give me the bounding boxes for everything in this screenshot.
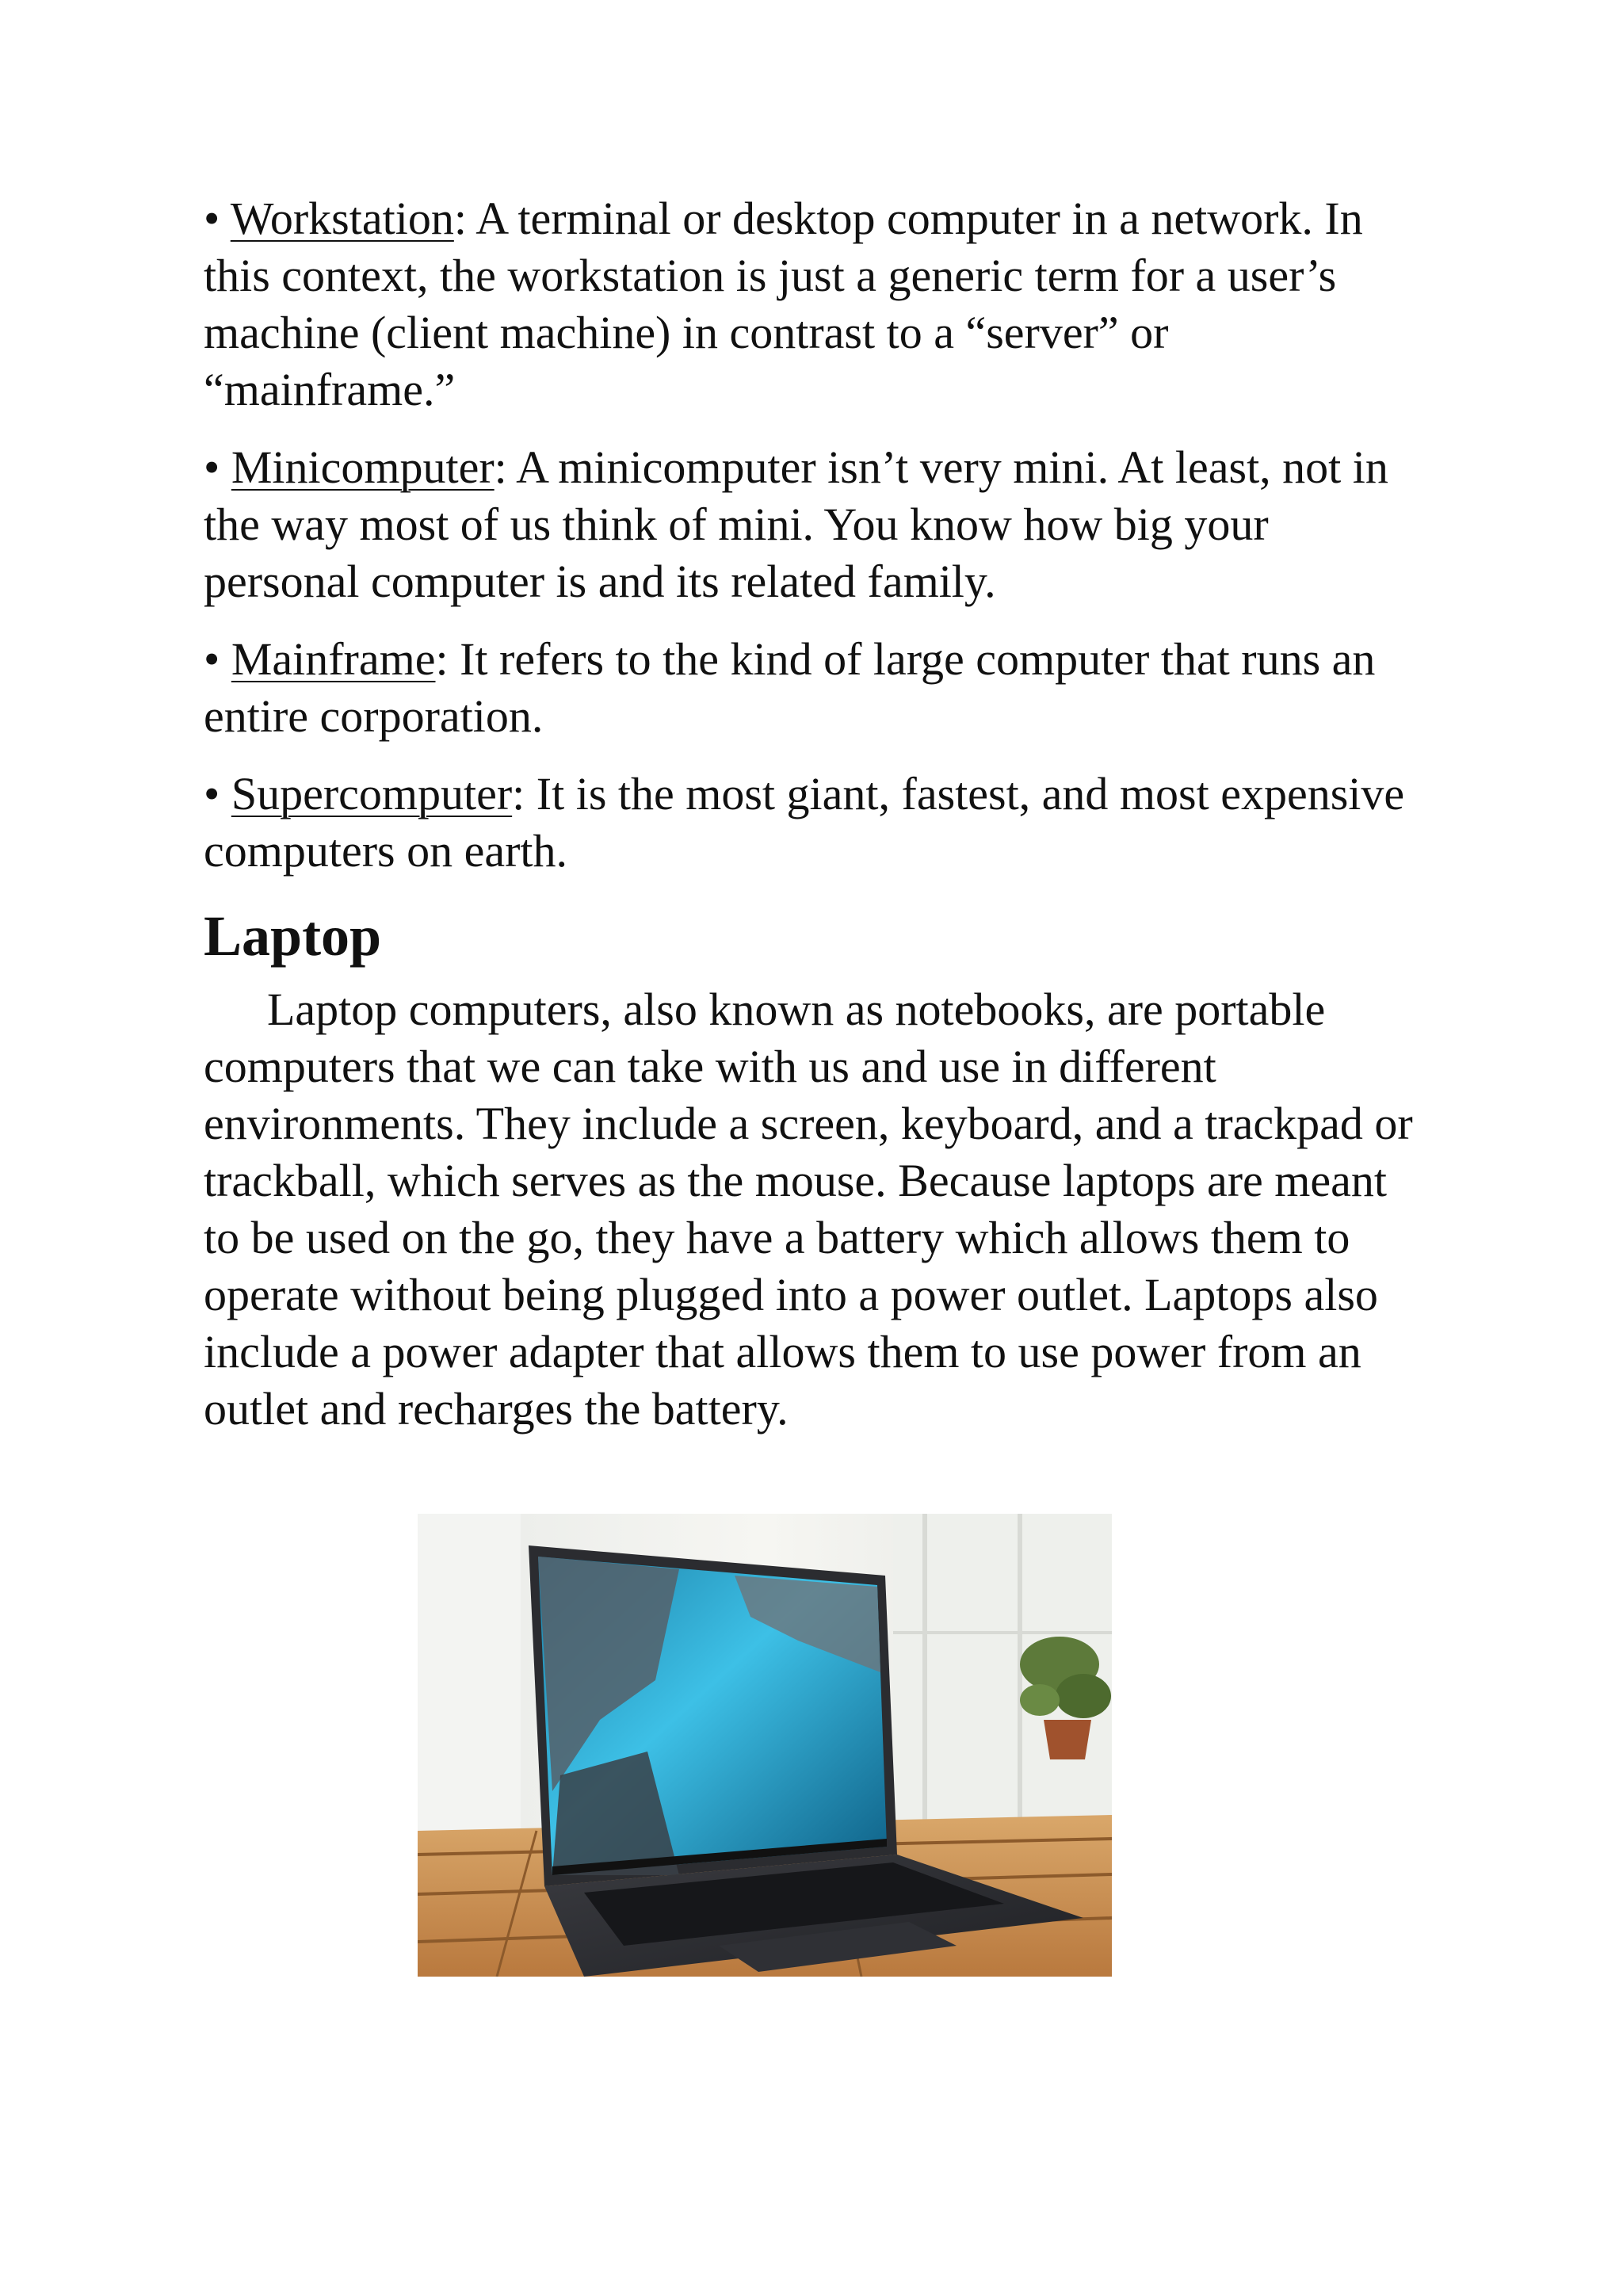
definition-minicomputer: : A minicomputer isn’t very mini. At least, not in the way most of us think of mini. You know how big your personal computer is and its related family. (204, 441, 1388, 607)
term-workstation: Workstation (230, 193, 454, 244)
bullet-marker: • (204, 768, 220, 819)
bullet-marker: • (204, 633, 220, 685)
definition-workstation: : A terminal or desktop computer in a network. In this context, the workstation is just a generic term for a user’s machine (client machine) in contrast to a “server” or “mainframe.” (204, 193, 1363, 415)
bullet-marker: • (204, 441, 220, 493)
bullet-supercomputer (204, 766, 1424, 880)
bullet-marker: • (204, 193, 220, 244)
section-heading: Laptop (204, 904, 382, 968)
term-mainframe: Mainframe (231, 633, 436, 685)
laptop-illustration (418, 1514, 1112, 1977)
term-minicomputer: Minicomputer (231, 441, 495, 493)
definition-mainframe: : It refers to the kind of large computer that runs an entire corporation. (204, 633, 1376, 742)
laptop-photo (418, 1514, 1112, 1977)
definition-supercomputer: : It is the most giant, fastest, and most expensive computers on earth. (204, 768, 1405, 877)
bullet-mainframe (204, 631, 1424, 745)
window-light (418, 1514, 521, 1855)
bullet-workstation (204, 190, 1424, 418)
document-page (204, 190, 1424, 1438)
bullet-minicomputer (204, 439, 1424, 610)
section-paragraph: Laptop computers, also known as notebooks, are portable computers that we can take with us and use in different environments. They include a screen, keyboard, and a trackpad or trackball, which serves as the mouse. Because laptops are meant to be used on the go, they have a battery which allows them to operate without being plugged into a power outlet. Laptops also include a power adapter that allows them to use power from an outlet and recharges the battery. (204, 984, 1413, 1435)
term-supercomputer: Supercomputer (231, 768, 513, 819)
